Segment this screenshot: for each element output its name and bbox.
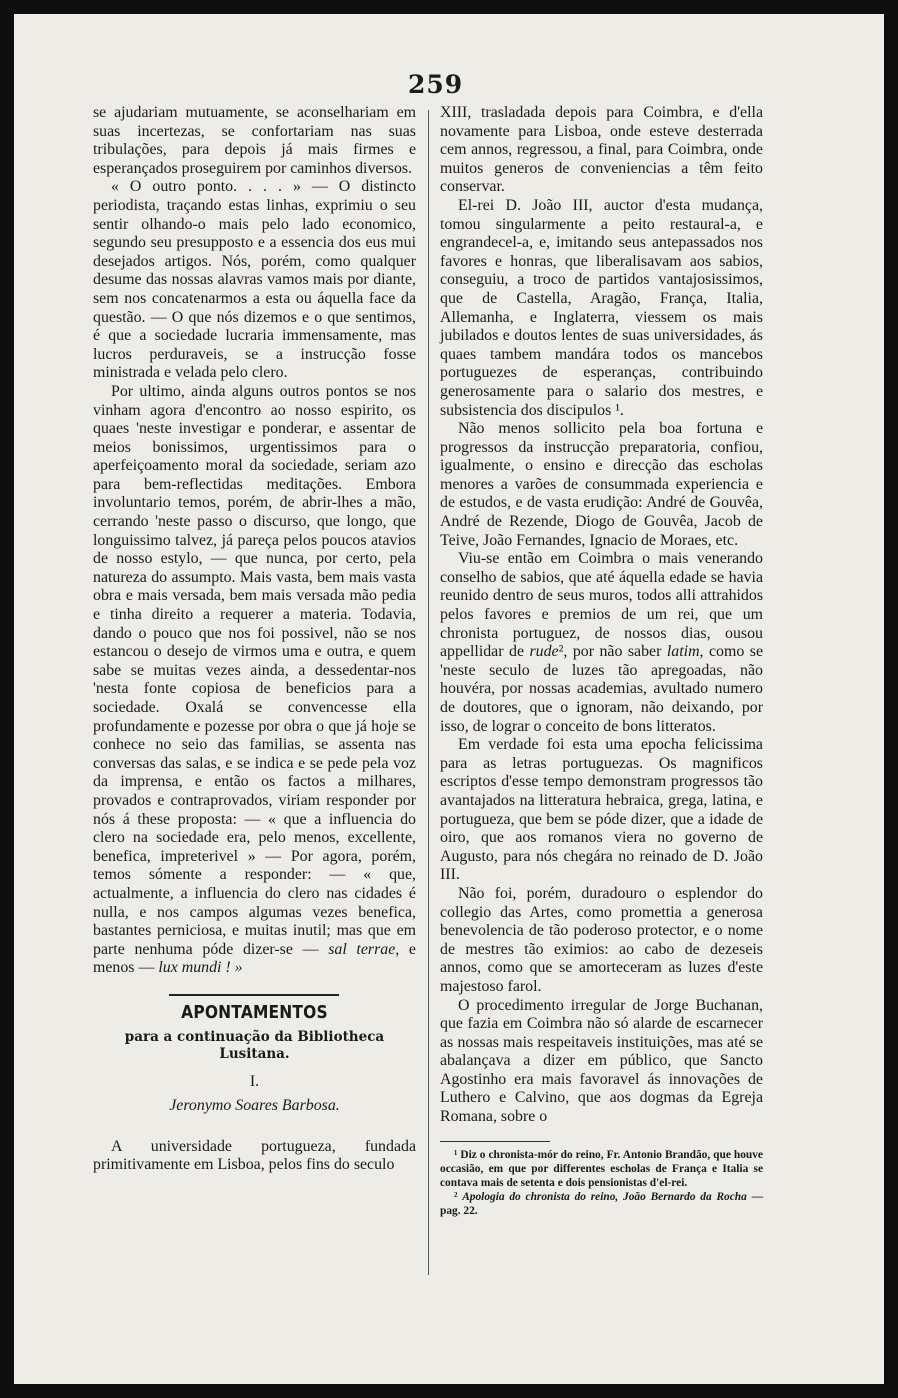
paragraph: A universidade portugueza, fundada primitivamente em Lisboa, pelos fins do seculo [93, 1137, 416, 1174]
page-number: 259 [408, 70, 464, 99]
paragraph-text: Viu-se então em Coimbra o mais venerando conselho de sabios, que até áquella edade se havia reunido dentro de seus muros, todos alli attrahidos pelos favores e premios de um rei, que um chronista portuguez, de nossos dias, ousou appellidar de [440, 550, 763, 661]
paragraph-text: , como se 'neste seculo de luzes tão apregoadas, não houvéra, por nossas academias, avultado numero de doutores, que o ignoram, não deixando, por isso, de lograr o conceito de bons litteratos. [440, 643, 763, 735]
footnote-marker: ² [454, 1190, 463, 1203]
paragraph: XIII, trasladada depois para Coimbra, e d'ella novamente para Lisboa, onde esteve desterrada cem annos, regressou, a final, para Coimbra, onde muitos generos de conveniencias a têm feito conservar. [440, 104, 763, 196]
italic-word: latim [666, 643, 700, 661]
right-column [440, 104, 763, 1218]
left-column [93, 104, 416, 1175]
paragraph [440, 550, 763, 736]
footnote-1: ¹ Diz o chronista-mór do reino, Fr. Antonio Brandão, que houve occasião, em que por differentes escholas de França e Italia se contava mais de setenta e dois pensionistas d'el-rei. [440, 1148, 763, 1189]
latin-phrase: lux mundi ! » [158, 959, 243, 977]
section-subtitle: para a continuação da Bibliotheca Lusitana. [124, 1028, 385, 1062]
footnote-divider [440, 1141, 550, 1142]
paragraph: Não foi, porém, duradouro o esplendor do collegio das Artes, como promettia a generosa benevolencia de tão poderoso protector, e o nome de mestres tão eximios: ao cabo de dezeseis annos, como que se amorteceram as luzes d'este majestoso farol. [440, 884, 763, 995]
paragraph [93, 383, 416, 978]
section-heading: APONTAMENTOS [181, 1001, 328, 1023]
paragraph: O procedimento irregular de Jorge Buchanan, que fazia em Coimbra não só alarde de escarnecer as nossas mais respeitaveis instituições, mas até se abalançava a dizer em público, que Sancto Agostinho era mais favoravel ás innovações de Luthero e Calvino, que aos dogmas da Egreja Romana, sobre o [440, 996, 763, 1126]
column-divider [428, 110, 429, 1275]
section-divider [169, 994, 339, 996]
latin-phrase: sal terrae, [328, 940, 400, 958]
paragraph: Não menos sollicito pela boa fortuna e progressos da instrucção preparatoria, confiou, igualmente, o ensino e direcção das escholas menores a varões de consummada experiencia e de estudos, e de vasta erudição: André de Gouvêa, André de Rezende, Diogo de Gouvêa, Jacob de Teive, João Fernandes, Ignacio de Moraes, etc. [440, 420, 763, 549]
section-author: Jeronymo Soares Barbosa. [169, 1097, 340, 1115]
paragraph-text: ², por não saber [558, 643, 667, 661]
connector-text: e menos — [93, 940, 416, 977]
section-number: I. [249, 1072, 260, 1090]
paragraph: Em verdade foi esta uma epocha felicissima para as letras portuguezas. Os magnificos escriptos d'esse tempo demonstram progressos tão avantajados na litteratura hebraica, grega, latina, e portugueza, que bem se póde dizer, que a idade de oiro, que aos romanos viera no governo de Augusto, para nós chegára no reinado de D. João III. [440, 736, 763, 884]
footnote-title: Apologia do chronista do reino, João Bernardo da Rocha [462, 1190, 747, 1203]
paragraph: El-rei D. João III, auctor d'esta mudança, tomou singularmente a peito restaural-a, e engrandecel-a, e, imitando seus antepassados nos favores e honras, que liberalisavam aos sabios, conseguiu, a troco de partidos vantajosissimos, que de Castella, Aragão, França, Italia, Allemanha, e Inglaterra, viessem os mais jubilados e doutos lentes de suas universidades, ás quaes tambem mandára todos os mancebos portuguezes de esperanças, contribuindo generosamente para o salario dos mestres, e subsistencia dos discipulos ¹. [440, 196, 763, 419]
footnote-2 [440, 1190, 763, 1218]
paragraph: « O outro ponto. . . . » — O distincto periodista, traçando estas linhas, exprimiu o seu sentir olhando-o mais pelo lado economico, segundo seu presupposto e a essencia dos eus mui desejados artigos. Nós, porém, como qualquer desume das nossas alavras vamos mais por diante, sem nos concatenarmos a esta ou áquella face da questão. — O que nós dizemos e o que sentimos, é que a sociedade lucraria immensamente, mas lucros perduraveis, se a instrucção fosse ministrada e velada pelo clero. [93, 178, 416, 382]
italic-word: rude [529, 643, 559, 661]
paragraph: se ajudariam mutuamente, se aconselhariam em suas incertezas, se confortariam nas suas tribulações, para depois já mais firmes e esperançados proseguirem por caminhos diversos. [93, 104, 416, 177]
footnote-page: — pag. 22. [440, 1190, 763, 1217]
footnotes [440, 1148, 763, 1218]
paragraph-text: Por ultimo, ainda alguns outros pontos se nos vinham agora d'encontro ao nosso espirito, os quaes 'neste investigar e ponderar, e assentar de meios bonissimos, urgentissimos para o aperfeiçoamento moral da sociedade, seriam azo para bem-reflectidas meditações. Embora involuntario temos, porém, de abrir-lhes a mão, cerrando 'neste passo o discurso, que longo, que longuissimo talvez, já pareça pelos poucos atavios de nosso estylo, — que nunca, por certo, pela natureza do assumpto. Mais vasta, bem mais vasta obra e mais versada, bem mais versada mão pedia e tinha direito a requerer a materia. Todavia, dando o pouco que nos foi possivel, não se nos estancou o desejo de virmos uma e outra, e quem sabe se muitas vezes ainda, a dessedentar-nos 'nesta fonte copiosa de beneficios para a sociedade. Oxalá se convencesse ella profundamente e pozesse por obra o que já hoje se conhece no seio das familias, se assenta nas conversas das salas, e se indica e se pede pela voz da imprensa, e então os factos a milhares, provados e contraprovados, viriam responder por nós á these proposta: — « que a influencia do clero na sociedade era, pelo menos, excellente, benefica, impreterivel » — Por agora, porém, temos sómente a responder: — « que, actualmente, a influencia do clero nas cidades é nulla, e nos campos algumas vezes benefica, bastantes perniciosa, e muitas inutil; mas que em parte nenhuma póde dizer-se — [93, 382, 416, 958]
